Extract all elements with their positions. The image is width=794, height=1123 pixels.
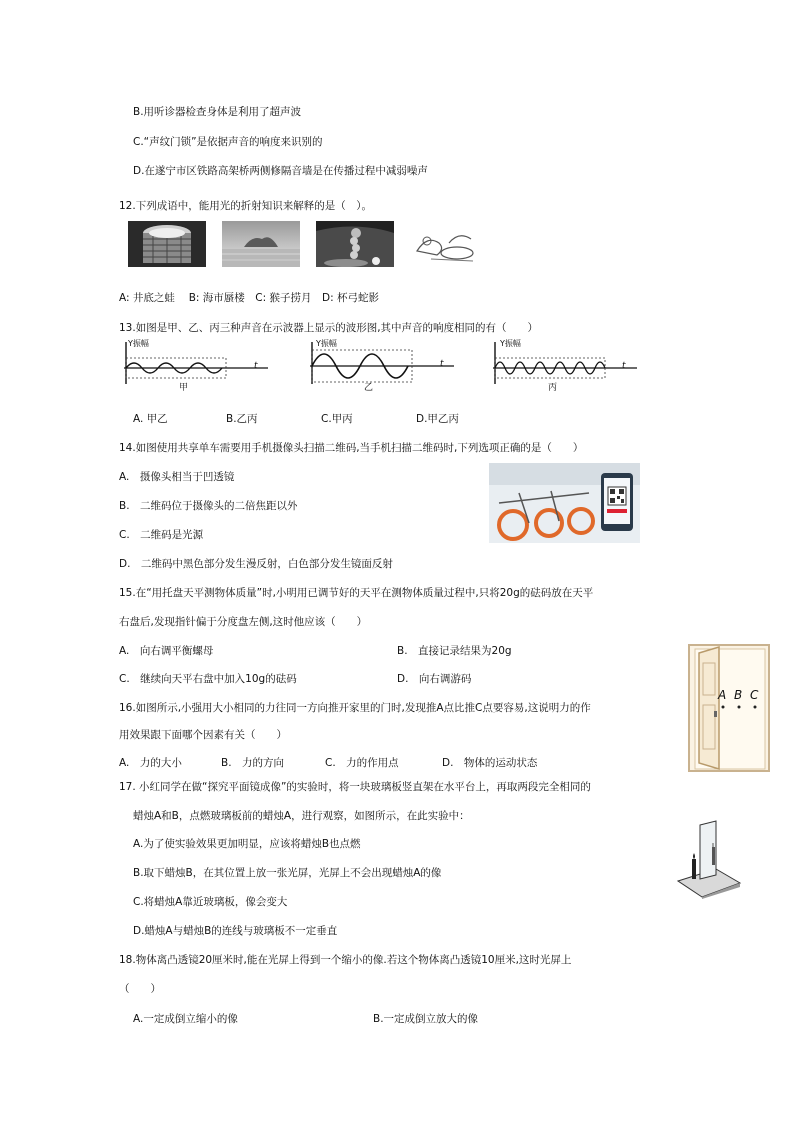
q15-option-a: A. 向右调平衡螺母 — [119, 645, 214, 657]
q14-option-d: D. 二维码中黑色部分发生漫反射，白色部分发生镜面反射 — [119, 558, 393, 570]
q17-option-d: D.蜡烛A与蜡烛B的连线与玻璃板不一定垂直 — [133, 925, 338, 937]
q14-stem: 14.如图使用共享单车需要用手机摄像头扫描二维码,当手机扫描二维码时,下列选项正确的是（ ） — [119, 442, 584, 454]
q16-option-a: A. 力的大小 — [119, 757, 182, 769]
waveform-jia-caption: 甲 — [179, 383, 189, 393]
q18-option-a: A.一定成倒立缩小的像 — [133, 1013, 238, 1025]
q16-option-b: B. 力的方向 — [221, 757, 285, 769]
door-label-a: A — [718, 688, 727, 702]
q13-stem: 13.如图是甲、乙、丙三种声音在示波器上显示的波形图,其中声音的响度相同的有（ ） — [119, 322, 539, 334]
q12-stem: 12.下列成语中，能用光的折射知识来解释的是（ ）。 — [119, 200, 372, 212]
waveform-bing-caption: 丙 — [548, 383, 558, 393]
q17-option-b: B.取下蜡烛B，在其位置上放一张光屏，光屏上不会出现蜡烛A的像 — [133, 867, 442, 879]
door-label-c: C — [750, 688, 759, 702]
waveform-jia-ylabel: Y振幅 — [128, 339, 149, 348]
q16-stem-line2: 用效果跟下面哪个因素有关（ ） — [119, 729, 287, 741]
q11-option-c: C.“声纹门锁”是依据声音的响度来识别的 — [133, 136, 323, 148]
q11-option-b: B.用听诊器检查身体是利用了超声波 — [133, 106, 302, 118]
q18-stem-line1: 18.物体离凸透镜20厘米时,能在光屏上得到一个缩小的像.若这个物体离凸透镜10厘米,这时光屏上 — [119, 954, 572, 966]
waveform-bing-ylabel: Y振幅 — [500, 339, 521, 348]
q15-stem-line2: 右盘后,发现指针偏于分度盘左侧,这时他应该（ ） — [119, 616, 368, 628]
q18-option-b: B.一定成倒立放大的像 — [373, 1013, 479, 1025]
well-frog-image — [128, 221, 206, 267]
q16-option-d: D. 物体的运动状态 — [442, 757, 538, 769]
plane-mirror-candle-figure — [676, 817, 742, 899]
q13-option-b: B.乙丙 — [226, 413, 258, 425]
q17-stem-line2: 蜡烛A和B，点燃玻璃板前的蜡烛A，进行观察，如图所示，在此实验中： — [133, 810, 470, 822]
waveform-yi-caption: 乙 — [364, 383, 374, 393]
q11-option-d: D.在遂宁市区铁路高架桥两侧修隔音墙是在传播过程中减弱噪声 — [133, 165, 428, 177]
q15-option-b: B. 直接记录结果为20g — [397, 645, 512, 657]
q17-option-c: C.将蜡烛A靠近玻璃板，像会变大 — [133, 896, 288, 908]
q13-option-d: D.甲乙丙 — [416, 413, 459, 425]
bow-snake-image — [407, 221, 485, 267]
q16-stem-line1: 16.如图所示,小强用大小相同的力往同一方向推开家里的门时,发现推A点比推C点要容易,这说明力的作 — [119, 702, 591, 714]
q12-options: A: 井底之蛙 B: 海市蜃楼 C: 猴子捞月 D: 杯弓蛇影 — [119, 292, 379, 304]
q16-option-c: C. 力的作用点 — [325, 757, 399, 769]
waveform-yi-axis: t — [440, 359, 444, 369]
shared-bike-qr-image — [489, 463, 640, 543]
mirage-image — [222, 221, 300, 267]
q15-option-c: C. 继续向天平右盘中加入10g的砝码 — [119, 673, 297, 685]
door-figure — [687, 643, 772, 773]
q17-option-a: A.为了使实验效果更加明显，应该将蜡烛B也点燃 — [133, 838, 361, 850]
waveform-yi-ylabel: Y振幅 — [316, 339, 337, 348]
q17-stem-line1: 17. 小红同学在做“探究平面镜成像”的实验时，将一块玻璃板竖直架在水平台上，再取两段完全相同的 — [119, 781, 591, 793]
door-label-b: B — [734, 688, 743, 702]
monkey-moon-image — [316, 221, 394, 267]
q13-option-c: C.甲丙 — [321, 413, 353, 425]
waveform-bing-axis: t — [622, 361, 626, 371]
q14-option-a: A. 摄像头相当于凹透镜 — [119, 471, 235, 483]
q14-option-b: B. 二维码位于摄像头的二倍焦距以外 — [119, 500, 298, 512]
q15-stem-line1: 15.在“用托盘天平测物体质量”时,小明用已调节好的天平在测物体质量过程中,只将20g的砝码放在天平 — [119, 587, 594, 599]
q14-option-c: C. 二维码是光源 — [119, 529, 204, 541]
q18-stem-line2: （ ） — [119, 983, 161, 995]
q13-option-a: A. 甲乙 — [133, 413, 168, 425]
waveform-jia-axis: t — [254, 361, 258, 371]
q15-option-d: D. 向右调游码 — [397, 673, 472, 685]
